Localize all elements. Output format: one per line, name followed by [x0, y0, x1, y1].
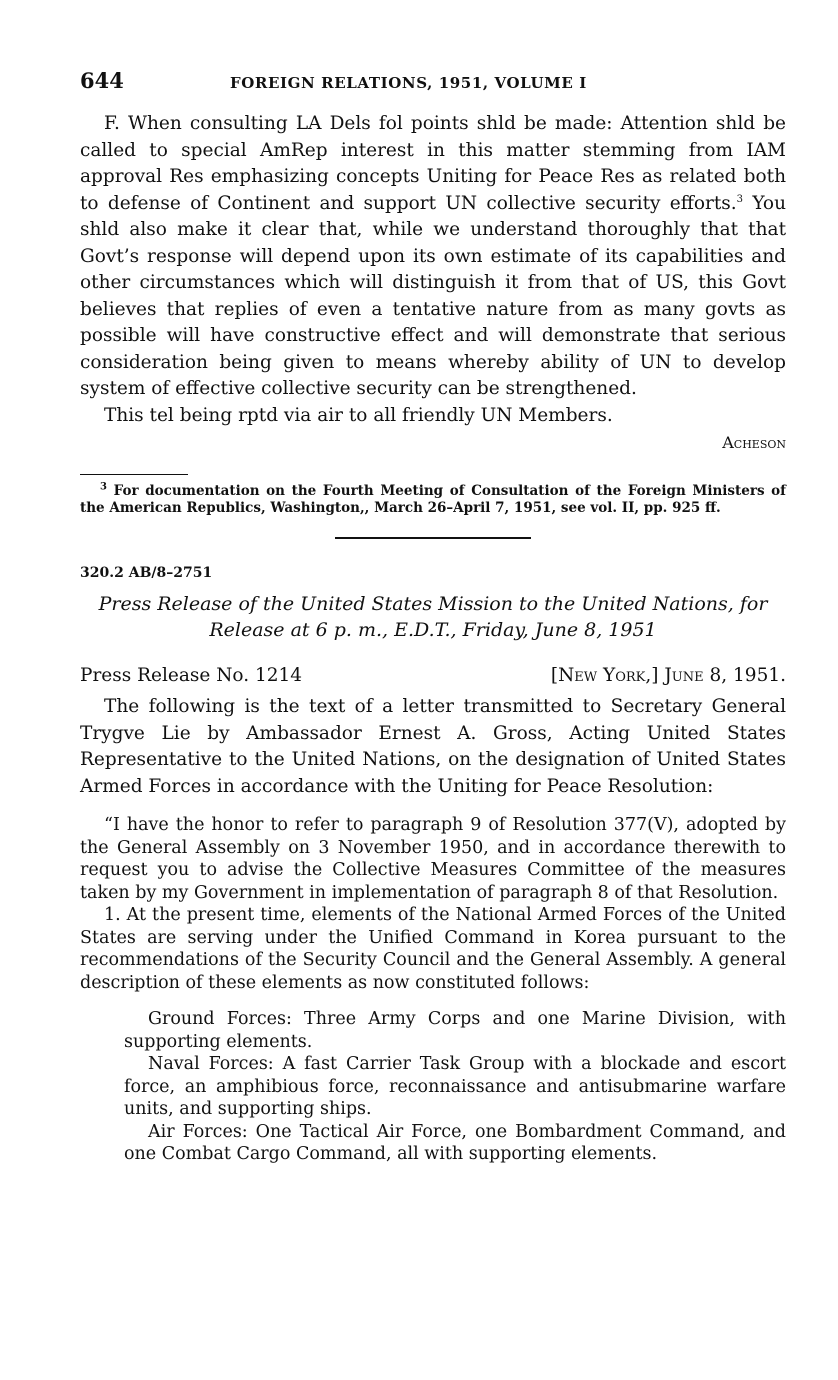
- signature: Acheson: [722, 433, 786, 452]
- letter-opening: “I have the honor to refer to paragraph 9 of Resolution 377(V), adopted by the General Assembly on 3 November 1950, and in accordance therewith to request you to advise the Collective Measures Committee of the measures taken by my Government in implementation of paragraph 8 of that Resolution.: [80, 815, 786, 903]
- ground-forces: Ground Forces: Three Army Corps and one Marine Division, with supporting elements.: [124, 1009, 786, 1052]
- repeat-line: This tel being rptd via air to all friendly UN Members.: [104, 404, 613, 426]
- document-page: [80, 68, 786, 1166]
- page-number: 644: [80, 68, 124, 93]
- document-title: Press Release of the United States Mission to the United Nations, for Release at 6 p. m., E.D.T., Friday, June 8, 1951: [98, 593, 768, 641]
- release-number: Press Release No. 1214: [80, 665, 303, 686]
- section-divider: [335, 537, 531, 539]
- file-number: 320.2 AB/8–2751: [80, 565, 213, 581]
- footnote-text: For documentation on the Fourth Meeting of Consultation of the Foreign Ministers of the American Republics, Washington,, March 26–April 7, 1951, see vol. II, pp. 925 ff.: [80, 483, 786, 516]
- intro-paragraph: The following is the text of a letter transmitted to Secretary General Trygve Lie by Ambassador Ernest A. Gross, Acting United States Representative to the United Nations, on the designation of United States Armed Forces in accordance with the Uniting for Peace Resolution:: [80, 696, 786, 797]
- footnote-number: 3: [100, 481, 107, 493]
- place-date: [New York,] June 8, 1951.: [550, 665, 786, 686]
- running-head: FOREIGN RELATIONS, 1951, VOLUME I: [230, 74, 587, 92]
- footnote: [80, 483, 786, 517]
- release-line: [80, 665, 786, 686]
- footnote-ref: 3: [736, 193, 744, 205]
- letter-item-1: 1. At the present time, elements of the National Armed Forces of the United States are serving under the Unified Command in Korea pursuant to the recommendations of the Security Council and the General Assembly. A general description of these elements as now constituted follows:: [80, 905, 786, 993]
- footnote-rule: [80, 474, 188, 475]
- air-forces: Air Forces: One Tactical Air Force, one Bombardment Command, and one Combat Cargo Command, all with supporting elements.: [124, 1121, 786, 1164]
- paragraph-f-part1: F. When consulting LA Dels fol points shld be made: Attention shld be called to special AmRep interest in this matter stemming from IAM approval Res emphasizing concepts Uniting for Peace Res as related both to defense of Continent and support UN collective security efforts.: [80, 113, 786, 214]
- paragraph-f: [80, 111, 786, 403]
- paragraph-f-part2: You shld also make it clear that, while we understand thoroughly that that Govt’s response will depend upon its own estimate of its capabilities and other circumstances which will distinguish it from that of US, this Govt believes that replies of even a tentative nature from as many govts as possible will have constructive effect and will demonstrate that serious consideration being given to means whereby ability of UN to develop system of effective collective security can be strengthened.: [80, 192, 786, 399]
- naval-forces: Naval Forces: A fast Carrier Task Group with a blockade and escort force, an amphibious force, reconnaissance and antisubmarine warfare units, and supporting ships.: [124, 1054, 786, 1119]
- page-header: [80, 68, 786, 93]
